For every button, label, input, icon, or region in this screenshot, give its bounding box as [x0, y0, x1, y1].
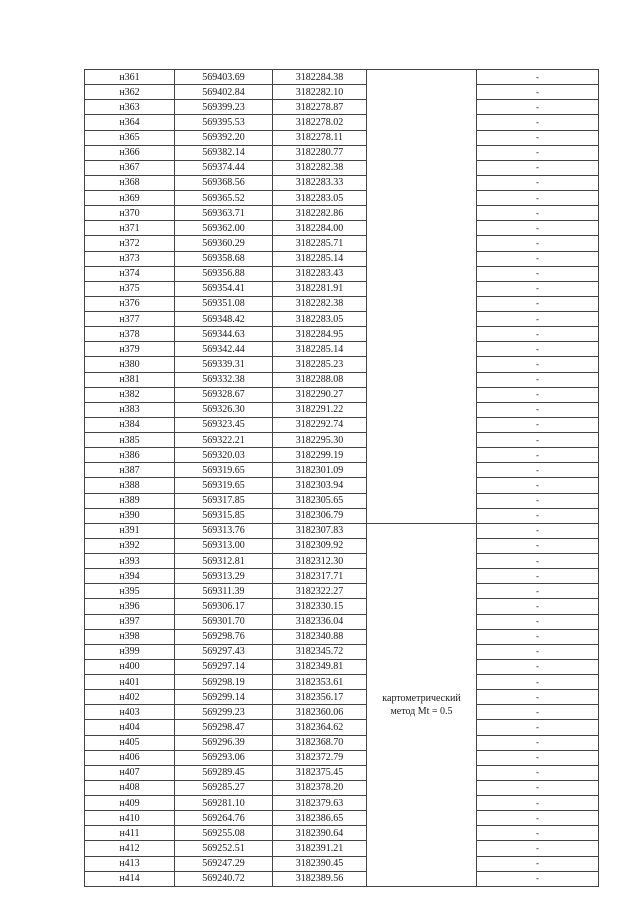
coordinate-x: 569247.29	[175, 856, 273, 871]
table-row	[85, 826, 599, 841]
coordinate-x: 569299.23	[175, 705, 273, 720]
point-name: н410	[85, 811, 175, 826]
coordinate-x: 569306.17	[175, 599, 273, 614]
point-name: н388	[85, 478, 175, 493]
table-row	[85, 266, 599, 281]
coordinate-x: 569328.67	[175, 387, 273, 402]
coordinate-x: 569301.70	[175, 614, 273, 629]
point-name: н377	[85, 312, 175, 327]
point-name: н378	[85, 327, 175, 342]
coordinate-x: 569313.76	[175, 523, 273, 538]
dash-mark: -	[477, 614, 599, 629]
coordinate-y: 3182309.92	[273, 538, 367, 553]
coordinate-x: 569289.45	[175, 765, 273, 780]
coordinate-x: 569293.06	[175, 750, 273, 765]
coordinates-table-body	[85, 70, 599, 887]
dash-mark: -	[477, 538, 599, 553]
point-name: н385	[85, 433, 175, 448]
coordinate-y: 3182299.19	[273, 448, 367, 463]
method-line-1: картометрический	[382, 692, 461, 704]
table-row	[85, 387, 599, 402]
dash-mark: -	[477, 735, 599, 750]
point-name: н370	[85, 206, 175, 221]
coordinate-y: 3182284.00	[273, 221, 367, 236]
table-row	[85, 554, 599, 569]
dash-mark: -	[477, 750, 599, 765]
coordinate-y: 3182283.05	[273, 191, 367, 206]
coordinate-y: 3182353.61	[273, 675, 367, 690]
table-row	[85, 448, 599, 463]
dash-mark: -	[477, 659, 599, 674]
table-row	[85, 871, 599, 886]
coordinate-x: 569317.85	[175, 493, 273, 508]
table-row	[85, 70, 599, 85]
coordinate-x: 569252.51	[175, 841, 273, 856]
point-name: н398	[85, 629, 175, 644]
table-row	[85, 327, 599, 342]
dash-mark: -	[477, 508, 599, 523]
method-line-2: метод Mt = 0.5	[390, 705, 453, 717]
coordinate-y: 3182372.79	[273, 750, 367, 765]
coordinate-y: 3182285.14	[273, 251, 367, 266]
coordinate-y: 3182282.38	[273, 296, 367, 311]
table-row	[85, 508, 599, 523]
coordinate-y: 3182278.87	[273, 100, 367, 115]
table-row	[85, 796, 599, 811]
dash-mark: -	[477, 629, 599, 644]
coordinate-x: 569365.52	[175, 191, 273, 206]
coordinate-x: 569311.39	[175, 584, 273, 599]
coordinate-x: 569323.45	[175, 417, 273, 432]
table-row	[85, 236, 599, 251]
table-row	[85, 372, 599, 387]
coordinate-x: 569402.84	[175, 85, 273, 100]
coordinate-y: 3182295.30	[273, 433, 367, 448]
table-row	[85, 342, 599, 357]
dash-mark: -	[477, 115, 599, 130]
dash-mark: -	[477, 780, 599, 795]
point-name: н391	[85, 523, 175, 538]
point-name: н384	[85, 417, 175, 432]
coordinate-y: 3182345.72	[273, 644, 367, 659]
dash-mark: -	[477, 312, 599, 327]
coordinate-x: 569354.41	[175, 281, 273, 296]
point-name: н383	[85, 402, 175, 417]
table-row	[85, 750, 599, 765]
dash-mark: -	[477, 523, 599, 538]
table-row	[85, 720, 599, 735]
table-row	[85, 417, 599, 432]
table-row	[85, 296, 599, 311]
point-name: н394	[85, 569, 175, 584]
table-row	[85, 145, 599, 160]
coordinate-y: 3182284.95	[273, 327, 367, 342]
method-cell	[367, 523, 477, 886]
point-name: н366	[85, 145, 175, 160]
point-name: н361	[85, 70, 175, 85]
coordinate-x: 569298.47	[175, 720, 273, 735]
table-row	[85, 478, 599, 493]
coordinate-x: 569240.72	[175, 871, 273, 886]
coordinate-y: 3182306.79	[273, 508, 367, 523]
dash-mark: -	[477, 251, 599, 266]
table-row	[85, 85, 599, 100]
coordinate-x: 569281.10	[175, 796, 273, 811]
table-row	[85, 780, 599, 795]
coordinate-x: 569313.29	[175, 569, 273, 584]
coordinate-x: 569297.43	[175, 644, 273, 659]
coordinate-x: 569326.30	[175, 402, 273, 417]
coordinate-y: 3182364.62	[273, 720, 367, 735]
point-name: н406	[85, 750, 175, 765]
point-name: н409	[85, 796, 175, 811]
table-row	[85, 614, 599, 629]
point-name: н402	[85, 690, 175, 705]
point-name: н362	[85, 85, 175, 100]
dash-mark: -	[477, 357, 599, 372]
coordinate-y: 3182386.65	[273, 811, 367, 826]
coordinate-y: 3182292.74	[273, 417, 367, 432]
coordinate-x: 569298.76	[175, 629, 273, 644]
coordinate-x: 569395.53	[175, 115, 273, 130]
coordinate-x: 569342.44	[175, 342, 273, 357]
dash-mark: -	[477, 478, 599, 493]
point-name: н393	[85, 554, 175, 569]
coordinate-x: 569299.14	[175, 690, 273, 705]
point-name: н386	[85, 448, 175, 463]
coordinate-x: 569332.38	[175, 372, 273, 387]
coordinate-y: 3182278.02	[273, 115, 367, 130]
coordinate-y: 3182283.05	[273, 312, 367, 327]
coordinate-y: 3182290.27	[273, 387, 367, 402]
table-row	[85, 584, 599, 599]
coordinate-x: 569319.65	[175, 478, 273, 493]
dash-mark: -	[477, 160, 599, 175]
coordinate-x: 569315.85	[175, 508, 273, 523]
point-name: н390	[85, 508, 175, 523]
dash-mark: -	[477, 175, 599, 190]
coordinate-y: 3182390.64	[273, 826, 367, 841]
table-row	[85, 206, 599, 221]
coordinate-y: 3182301.09	[273, 463, 367, 478]
point-name: н371	[85, 221, 175, 236]
dash-mark: -	[477, 236, 599, 251]
coordinate-y: 3182356.17	[273, 690, 367, 705]
coordinate-x: 569285.27	[175, 780, 273, 795]
point-name: н414	[85, 871, 175, 886]
coordinate-y: 3182280.77	[273, 145, 367, 160]
coordinate-x: 569392.20	[175, 130, 273, 145]
coordinate-y: 3182278.11	[273, 130, 367, 145]
coordinate-y: 3182390.45	[273, 856, 367, 871]
table-row	[85, 538, 599, 553]
coordinate-x: 569344.63	[175, 327, 273, 342]
table-row	[85, 130, 599, 145]
coordinate-x: 569399.23	[175, 100, 273, 115]
coordinate-x: 569255.08	[175, 826, 273, 841]
table-row	[85, 735, 599, 750]
coordinate-y: 3182312.30	[273, 554, 367, 569]
coordinate-y: 3182349.81	[273, 659, 367, 674]
point-name: н396	[85, 599, 175, 614]
point-name: н382	[85, 387, 175, 402]
dash-mark: -	[477, 100, 599, 115]
dash-mark: -	[477, 493, 599, 508]
point-name: н376	[85, 296, 175, 311]
coordinate-x: 569360.29	[175, 236, 273, 251]
dash-mark: -	[477, 690, 599, 705]
coordinate-y: 3182330.15	[273, 599, 367, 614]
coordinate-y: 3182291.22	[273, 402, 367, 417]
dash-mark: -	[477, 417, 599, 432]
table-row	[85, 463, 599, 478]
dash-mark: -	[477, 266, 599, 281]
table-row	[85, 659, 599, 674]
table-row	[85, 644, 599, 659]
dash-mark: -	[477, 372, 599, 387]
point-name: н405	[85, 735, 175, 750]
table-row	[85, 191, 599, 206]
coordinate-x: 569312.81	[175, 554, 273, 569]
point-name: н380	[85, 357, 175, 372]
table-row	[85, 629, 599, 644]
coordinate-y: 3182285.23	[273, 357, 367, 372]
dash-mark: -	[477, 206, 599, 221]
point-name: н373	[85, 251, 175, 266]
dash-mark: -	[477, 85, 599, 100]
table-row	[85, 493, 599, 508]
coordinate-x: 569356.88	[175, 266, 273, 281]
coordinate-x: 569403.69	[175, 70, 273, 85]
point-name: н404	[85, 720, 175, 735]
point-name: н363	[85, 100, 175, 115]
table-row	[85, 100, 599, 115]
coordinate-y: 3182285.71	[273, 236, 367, 251]
table-row	[85, 402, 599, 417]
point-name: н403	[85, 705, 175, 720]
table-row	[85, 599, 599, 614]
dash-mark: -	[477, 342, 599, 357]
point-name: н387	[85, 463, 175, 478]
coordinate-y: 3182283.43	[273, 266, 367, 281]
coordinate-x: 569319.65	[175, 463, 273, 478]
dash-mark: -	[477, 296, 599, 311]
point-name: н364	[85, 115, 175, 130]
coordinate-y: 3182307.83	[273, 523, 367, 538]
point-name: н368	[85, 175, 175, 190]
coordinate-y: 3182340.88	[273, 629, 367, 644]
coordinate-y: 3182375.45	[273, 765, 367, 780]
coordinate-x: 569382.14	[175, 145, 273, 160]
dash-mark: -	[477, 569, 599, 584]
dash-mark: -	[477, 70, 599, 85]
coordinate-x: 569362.00	[175, 221, 273, 236]
dash-mark: -	[477, 599, 599, 614]
dash-mark: -	[477, 584, 599, 599]
dash-mark: -	[477, 327, 599, 342]
coordinate-y: 3182283.33	[273, 175, 367, 190]
coordinate-y: 3182360.06	[273, 705, 367, 720]
dash-mark: -	[477, 826, 599, 841]
table-row	[85, 841, 599, 856]
table-row	[85, 811, 599, 826]
dash-mark: -	[477, 765, 599, 780]
dash-mark: -	[477, 720, 599, 735]
dash-mark: -	[477, 841, 599, 856]
table-row	[85, 221, 599, 236]
coordinate-x: 569368.56	[175, 175, 273, 190]
dash-mark: -	[477, 387, 599, 402]
coordinate-y: 3182285.14	[273, 342, 367, 357]
dash-mark: -	[477, 675, 599, 690]
table-row	[85, 675, 599, 690]
point-name: н401	[85, 675, 175, 690]
coordinate-y: 3182282.10	[273, 85, 367, 100]
coordinate-x: 569322.21	[175, 433, 273, 448]
table-row	[85, 175, 599, 190]
coordinate-x: 569351.08	[175, 296, 273, 311]
coordinate-y: 3182336.04	[273, 614, 367, 629]
coordinate-x: 569363.71	[175, 206, 273, 221]
dash-mark: -	[477, 463, 599, 478]
coordinate-x: 569374.44	[175, 160, 273, 175]
coordinate-y: 3182281.91	[273, 281, 367, 296]
point-name: н392	[85, 538, 175, 553]
dash-mark: -	[477, 856, 599, 871]
table-row	[85, 765, 599, 780]
table-row	[85, 433, 599, 448]
coordinate-x: 569298.19	[175, 675, 273, 690]
dash-mark: -	[477, 191, 599, 206]
point-name: н374	[85, 266, 175, 281]
point-name: н395	[85, 584, 175, 599]
coordinate-y: 3182389.56	[273, 871, 367, 886]
point-name: н381	[85, 372, 175, 387]
dash-mark: -	[477, 130, 599, 145]
point-name: н413	[85, 856, 175, 871]
table-row	[85, 856, 599, 871]
point-name: н367	[85, 160, 175, 175]
table-row	[85, 160, 599, 175]
coordinate-y: 3182303.94	[273, 478, 367, 493]
coordinate-y: 3182288.08	[273, 372, 367, 387]
coordinate-y: 3182282.38	[273, 160, 367, 175]
coordinate-x: 569296.39	[175, 735, 273, 750]
point-name: н365	[85, 130, 175, 145]
point-name: н407	[85, 765, 175, 780]
table-row	[85, 690, 599, 705]
dash-mark: -	[477, 871, 599, 886]
table-row	[85, 115, 599, 130]
coordinates-table	[84, 69, 599, 887]
dash-mark: -	[477, 433, 599, 448]
coordinate-y: 3182379.63	[273, 796, 367, 811]
coordinate-y: 3182284.38	[273, 70, 367, 85]
point-name: н369	[85, 191, 175, 206]
table-row	[85, 523, 599, 538]
dash-mark: -	[477, 644, 599, 659]
dash-mark: -	[477, 811, 599, 826]
table-row	[85, 357, 599, 372]
coordinate-y: 3182305.65	[273, 493, 367, 508]
dash-mark: -	[477, 448, 599, 463]
coordinate-x: 569348.42	[175, 312, 273, 327]
coordinate-y: 3182391.21	[273, 841, 367, 856]
point-name: н372	[85, 236, 175, 251]
coordinate-y: 3182282.86	[273, 206, 367, 221]
coordinate-x: 569264.76	[175, 811, 273, 826]
table-row	[85, 251, 599, 266]
point-name: н408	[85, 780, 175, 795]
coordinate-x: 569297.14	[175, 659, 273, 674]
coordinate-y: 3182317.71	[273, 569, 367, 584]
dash-mark: -	[477, 281, 599, 296]
table-row	[85, 569, 599, 584]
dash-mark: -	[477, 705, 599, 720]
point-name: н411	[85, 826, 175, 841]
dash-mark: -	[477, 554, 599, 569]
point-name: н375	[85, 281, 175, 296]
table-row	[85, 312, 599, 327]
coordinate-x: 569313.00	[175, 538, 273, 553]
dash-mark: -	[477, 796, 599, 811]
point-name: н399	[85, 644, 175, 659]
coordinate-y: 3182322.27	[273, 584, 367, 599]
coordinate-x: 569358.68	[175, 251, 273, 266]
coordinate-y: 3182368.70	[273, 735, 367, 750]
coordinate-x: 569339.31	[175, 357, 273, 372]
method-cell-blank	[367, 70, 477, 524]
dash-mark: -	[477, 145, 599, 160]
table-row	[85, 281, 599, 296]
dash-mark: -	[477, 221, 599, 236]
point-name: н397	[85, 614, 175, 629]
point-name: н379	[85, 342, 175, 357]
point-name: н389	[85, 493, 175, 508]
point-name: н412	[85, 841, 175, 856]
table-row	[85, 705, 599, 720]
point-name: н400	[85, 659, 175, 674]
dash-mark: -	[477, 402, 599, 417]
coordinate-y: 3182378.20	[273, 780, 367, 795]
coordinate-x: 569320.03	[175, 448, 273, 463]
